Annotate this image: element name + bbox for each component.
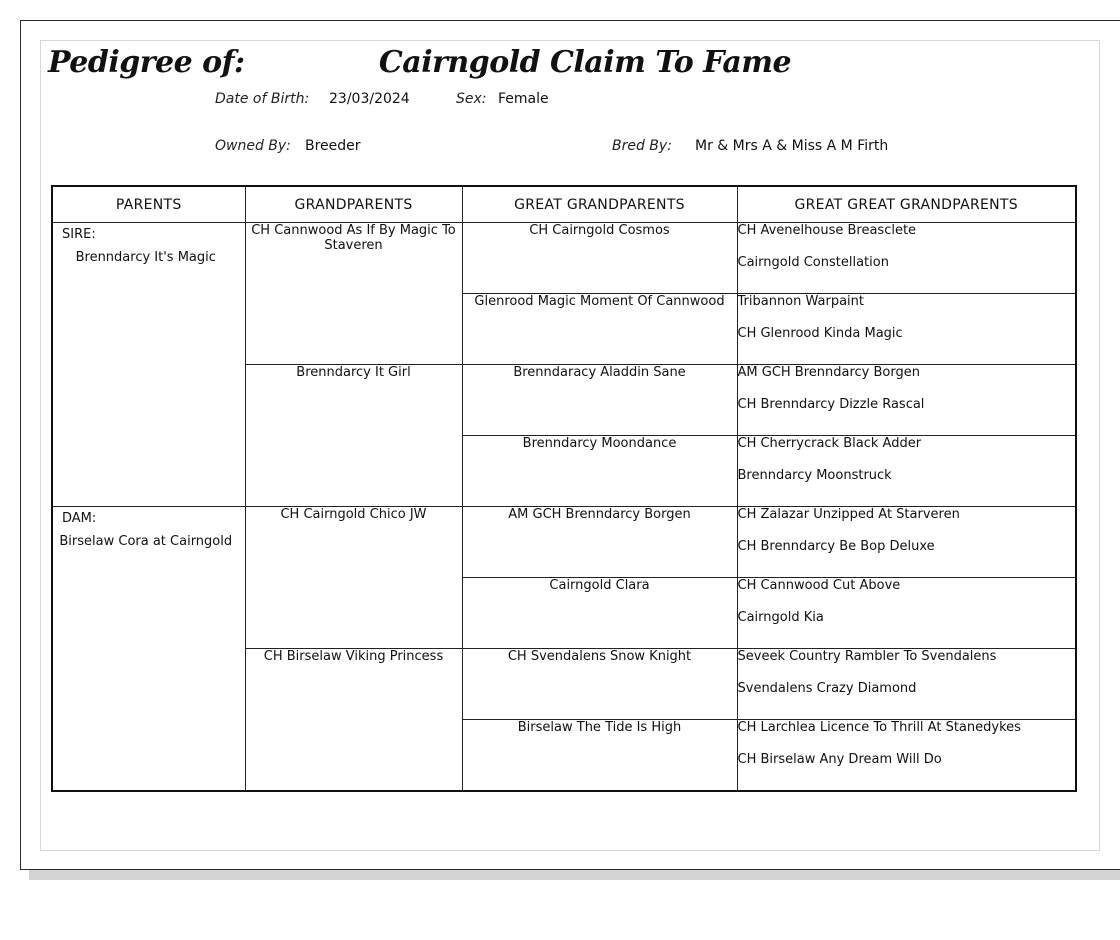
sire-cell xyxy=(52,223,245,507)
great-grandparent-cell: Cairngold Clara xyxy=(462,578,737,649)
pedigree-table xyxy=(51,185,1077,792)
breeder-label: Bred By: xyxy=(612,138,672,154)
great-great-grandparent-cell xyxy=(737,649,1076,720)
gggp-dam: CH Birselaw Any Dream Will Do xyxy=(737,752,942,767)
gggp-dam: Cairngold Constellation xyxy=(737,255,889,270)
dam-name: Birselaw Cora at Cairngold xyxy=(59,534,233,549)
grandparent-cell: CH Cairngold Chico JW xyxy=(245,507,462,649)
dob-field xyxy=(215,91,309,107)
gggp-sire: CH Cannwood Cut Above xyxy=(737,578,901,593)
sire-name: Brenndarcy It's Magic xyxy=(75,250,216,265)
col-header-great-great-grandparents: GREAT GREAT GRANDPARENTS xyxy=(737,186,1076,223)
dob-label: Date of Birth: xyxy=(215,91,310,107)
gggp-sire: CH Larchlea Licence To Thrill At Stanedykes xyxy=(737,720,1021,735)
sex-field xyxy=(456,91,487,107)
grandparent-cell: Brenndarcy It Girl xyxy=(245,365,462,507)
col-header-grandparents: GRANDPARENTS xyxy=(245,186,462,223)
gggp-sire: CH Cherrycrack Black Adder xyxy=(737,436,922,451)
owner-label: Owned By: xyxy=(215,138,291,154)
grandparent-cell: CH Cannwood As If By Magic To Staveren xyxy=(245,223,462,365)
col-header-great-grandparents: GREAT GRANDPARENTS xyxy=(462,186,737,223)
dob-value: 23/03/2024 xyxy=(329,91,410,107)
gggp-dam: CH Brenndarcy Be Bop Deluxe xyxy=(737,539,935,554)
great-grandparent-cell: CH Cairngold Cosmos xyxy=(462,223,737,294)
great-great-grandparent-cell xyxy=(737,720,1076,792)
gggp-dam: Cairngold Kia xyxy=(737,610,824,625)
gggp-dam: Svendalens Crazy Diamond xyxy=(737,681,917,696)
great-great-grandparent-cell xyxy=(737,436,1076,507)
breeder-field xyxy=(612,138,672,154)
gggp-sire: Seveek Country Rambler To Svendalens xyxy=(737,649,997,664)
owner-value: Breeder xyxy=(305,138,361,154)
dam-cell xyxy=(52,507,245,792)
great-grandparent-cell: Brenndarcy Moondance xyxy=(462,436,737,507)
pedigree-row xyxy=(52,223,1076,294)
gggp-sire: Tribannon Warpaint xyxy=(737,294,865,309)
gggp-sire: CH Avenelhouse Breasclete xyxy=(737,223,917,238)
great-grandparent-cell: CH Svendalens Snow Knight xyxy=(462,649,737,720)
grandparent-cell: CH Birselaw Viking Princess xyxy=(245,649,462,792)
col-header-parents: PARENTS xyxy=(52,186,245,223)
great-great-grandparent-cell xyxy=(737,223,1076,294)
great-grandparent-cell: Glenrood Magic Moment Of Cannwood xyxy=(462,294,737,365)
sire-role-label: SIRE: xyxy=(62,227,96,242)
gggp-sire: AM GCH Brenndarcy Borgen xyxy=(737,365,920,380)
column-header-row xyxy=(52,186,1076,223)
gggp-dam: CH Brenndarcy Dizzle Rascal xyxy=(737,397,925,412)
great-great-grandparent-cell xyxy=(737,507,1076,578)
gggp-dam: Brenndarcy Moonstruck xyxy=(737,468,892,483)
sex-value: Female xyxy=(498,91,549,107)
great-great-grandparent-cell xyxy=(737,365,1076,436)
great-great-grandparent-cell xyxy=(737,578,1076,649)
great-grandparent-cell: Birselaw The Tide Is High xyxy=(462,720,737,792)
great-great-grandparent-cell xyxy=(737,294,1076,365)
sex-label: Sex: xyxy=(456,91,487,107)
gggp-sire: CH Zalazar Unzipped At Starveren xyxy=(737,507,960,522)
pedigree-heading-label: Pedigree of: xyxy=(48,45,245,80)
dam-role-label: DAM: xyxy=(62,511,97,526)
gggp-dam: CH Glenrood Kinda Magic xyxy=(737,326,903,341)
dog-name-title: Cairngold Claim To Fame xyxy=(378,45,792,80)
breeder-value: Mr & Mrs A & Miss A M Firth xyxy=(695,138,889,154)
pedigree-row xyxy=(52,507,1076,578)
great-grandparent-cell: Brenndaracy Aladdin Sane xyxy=(462,365,737,436)
great-grandparent-cell: AM GCH Brenndarcy Borgen xyxy=(462,507,737,578)
owner-field xyxy=(215,138,291,154)
